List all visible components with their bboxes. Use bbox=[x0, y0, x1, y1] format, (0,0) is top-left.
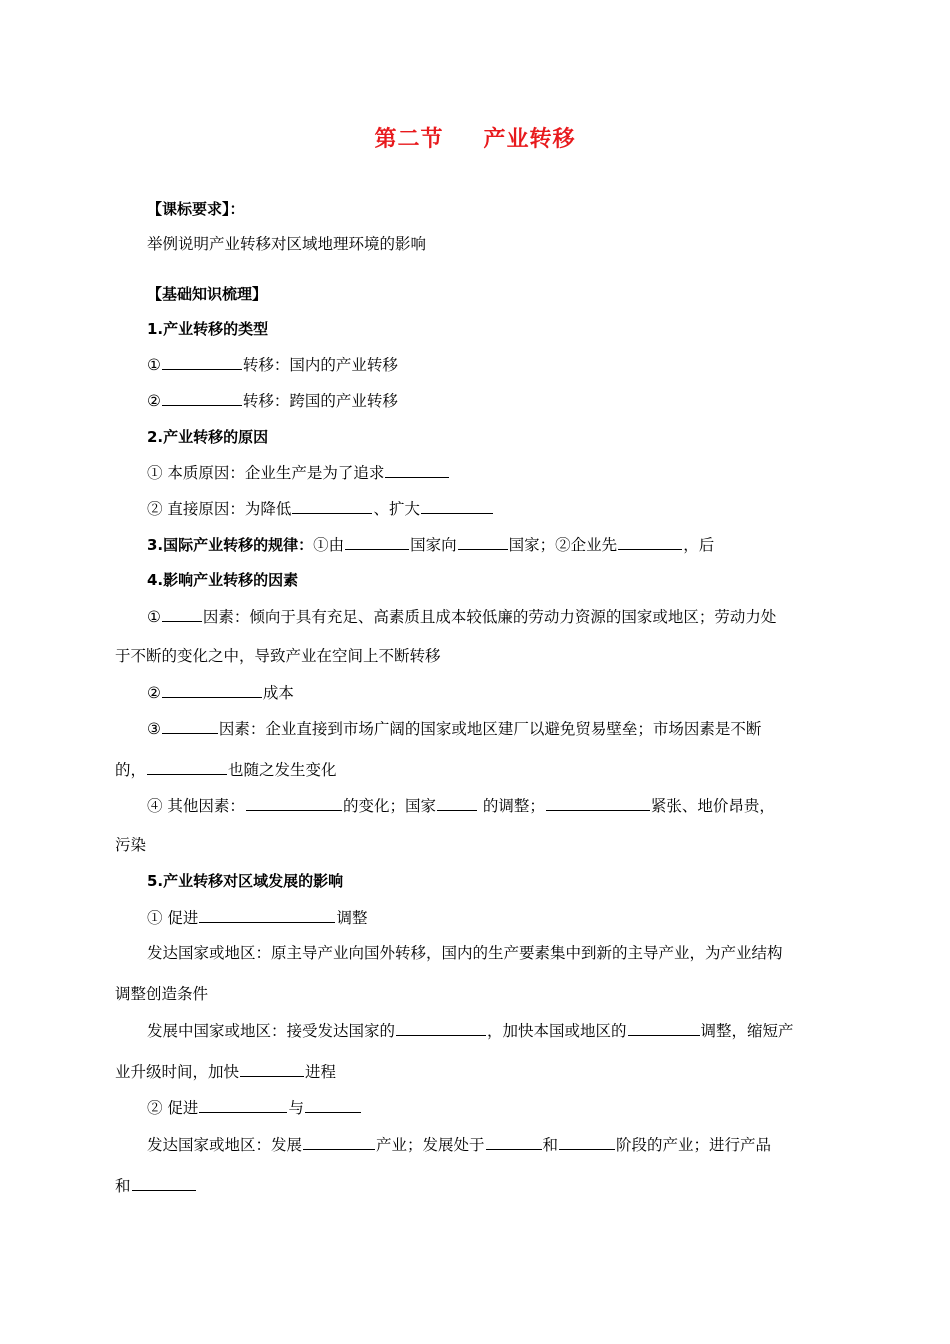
page-title bbox=[0, 122, 950, 153]
fill-blank bbox=[162, 605, 202, 622]
fill-blank bbox=[628, 1019, 700, 1036]
title-section: 第二节 bbox=[374, 127, 444, 152]
fill-blank bbox=[199, 1096, 287, 1113]
fill-blank bbox=[240, 1060, 304, 1077]
section-1-heading: 1.产业转移的类型 bbox=[147, 320, 269, 338]
item-text: 国家向 bbox=[410, 536, 457, 554]
fill-blank bbox=[162, 353, 242, 370]
fill-blank bbox=[437, 794, 477, 811]
item-text: 产业；发展处于 bbox=[376, 1136, 485, 1154]
fill-blank bbox=[199, 906, 335, 923]
fill-blank bbox=[618, 533, 682, 550]
item-text: 的， bbox=[115, 761, 147, 779]
fill-blank bbox=[162, 717, 218, 734]
fill-blank bbox=[421, 497, 493, 514]
item-text: ，后 bbox=[683, 536, 715, 554]
fill-blank bbox=[458, 533, 508, 550]
fill-blank bbox=[246, 794, 342, 811]
item-text: 和 bbox=[542, 1136, 559, 1154]
section-4-item-d bbox=[147, 794, 837, 817]
item-text: ② 促进 bbox=[147, 1099, 199, 1117]
item-marker: ③ bbox=[147, 720, 161, 738]
requirements-heading: 【课标要求】： bbox=[147, 200, 245, 218]
item-marker: ① bbox=[147, 608, 161, 626]
item-text: ，加快本国或地区的 bbox=[487, 1022, 627, 1040]
item-text: 的调整； bbox=[477, 797, 545, 815]
fill-blank bbox=[546, 794, 650, 811]
section-4-item-b bbox=[147, 681, 872, 704]
item-text: 紧张、地价昂贵， bbox=[650, 797, 775, 815]
section-2-item-b bbox=[147, 497, 872, 520]
section-5-heading: 5.产业转移对区域发展的影响 bbox=[147, 872, 344, 890]
item-text: 发展中国家或地区：接受发达国家的 bbox=[147, 1022, 396, 1040]
item-text: ① 促进 bbox=[147, 909, 199, 927]
fill-blank bbox=[486, 1133, 542, 1150]
basics-heading: 【基础知识梳理】 bbox=[147, 285, 268, 303]
item-text: 、扩大 bbox=[373, 500, 420, 518]
item-text: 与 bbox=[288, 1099, 304, 1117]
section-2-item-a bbox=[147, 461, 872, 484]
fill-blank bbox=[162, 681, 262, 698]
fill-blank bbox=[345, 533, 409, 550]
fill-blank bbox=[292, 497, 372, 514]
fill-blank bbox=[162, 389, 242, 406]
item-text: 也随之发生变化 bbox=[228, 761, 337, 779]
item-text: 和 bbox=[115, 1177, 131, 1195]
item-text: 成本 bbox=[262, 684, 294, 702]
item-text: 调整，缩短产 bbox=[700, 1022, 794, 1040]
item-text: 发达国家或地区：发展 bbox=[147, 1136, 303, 1154]
item-text: ①由 bbox=[313, 536, 345, 554]
section-3-heading: 3.国际产业转移的规律： bbox=[147, 536, 314, 554]
section-5-item-a bbox=[147, 906, 872, 929]
item-marker: ① bbox=[147, 356, 161, 374]
item-text: 进程 bbox=[305, 1063, 337, 1081]
item-text: 转移：跨国的产业转移 bbox=[242, 392, 398, 410]
section-5-item-b bbox=[147, 1096, 872, 1119]
section-1-item-a bbox=[147, 353, 872, 376]
section-2-heading: 2.产业转移的原因 bbox=[147, 428, 269, 446]
section-5-para-developed: 发达国家或地区：原主导产业向国外转移，国内的生产要素集中到新的主导产业，为产业结构 bbox=[147, 944, 783, 962]
fill-blank bbox=[305, 1096, 361, 1113]
section-5-para-developed-2 bbox=[147, 1133, 837, 1156]
section-4-item-a-cont: 于不断的变化之中，导致产业在空间上不断转移 bbox=[115, 647, 441, 665]
section-5-para-developed-cont: 调整创造条件 bbox=[115, 985, 209, 1003]
item-text: 转移：国内的产业转移 bbox=[242, 356, 398, 374]
fill-blank bbox=[147, 758, 227, 775]
section-5-para-developed-2-cont bbox=[115, 1174, 840, 1197]
item-text: ① 本质原因：企业生产是为了追求 bbox=[147, 464, 385, 482]
section-4-item-d-cont: 污染 bbox=[115, 836, 147, 854]
fill-blank bbox=[559, 1133, 615, 1150]
title-topic: 产业转移 bbox=[483, 127, 576, 152]
item-marker: ② bbox=[147, 684, 161, 702]
item-text: 因素：企业直接到市场广阔的国家或地区建厂以避免贸易壁垒；市场因素是不断 bbox=[218, 720, 762, 738]
section-4-item-c-cont bbox=[115, 758, 840, 781]
item-text: 因素：倾向于具有充足、高素质且成本较低廉的劳动力资源的国家或地区；劳动力处 bbox=[202, 608, 777, 626]
item-marker: ② bbox=[147, 392, 161, 410]
item-text: 业升级时间，加快 bbox=[115, 1063, 240, 1081]
section-4-item-c bbox=[147, 717, 837, 740]
item-text: 阶段的产业；进行产品 bbox=[616, 1136, 772, 1154]
fill-blank bbox=[132, 1174, 196, 1191]
item-text: ④ 其他因素： bbox=[147, 797, 245, 815]
section-3-line bbox=[147, 533, 872, 556]
section-5-para-developing-cont bbox=[115, 1060, 840, 1083]
item-text: 的变化；国家 bbox=[342, 797, 436, 815]
fill-blank bbox=[396, 1019, 486, 1036]
item-text: 国家；②企业先 bbox=[508, 536, 618, 554]
fill-blank bbox=[385, 461, 449, 478]
item-text: ② 直接原因：为降低 bbox=[147, 500, 292, 518]
section-1-item-b bbox=[147, 389, 872, 412]
section-4-heading: 4.影响产业转移的因素 bbox=[147, 571, 299, 589]
section-4-item-a bbox=[147, 605, 837, 628]
fill-blank bbox=[303, 1133, 375, 1150]
requirements-text: 举例说明产业转移对区域地理环境的影响 bbox=[147, 235, 427, 253]
item-text: 调整 bbox=[336, 909, 368, 927]
section-5-para-developing bbox=[147, 1019, 837, 1042]
